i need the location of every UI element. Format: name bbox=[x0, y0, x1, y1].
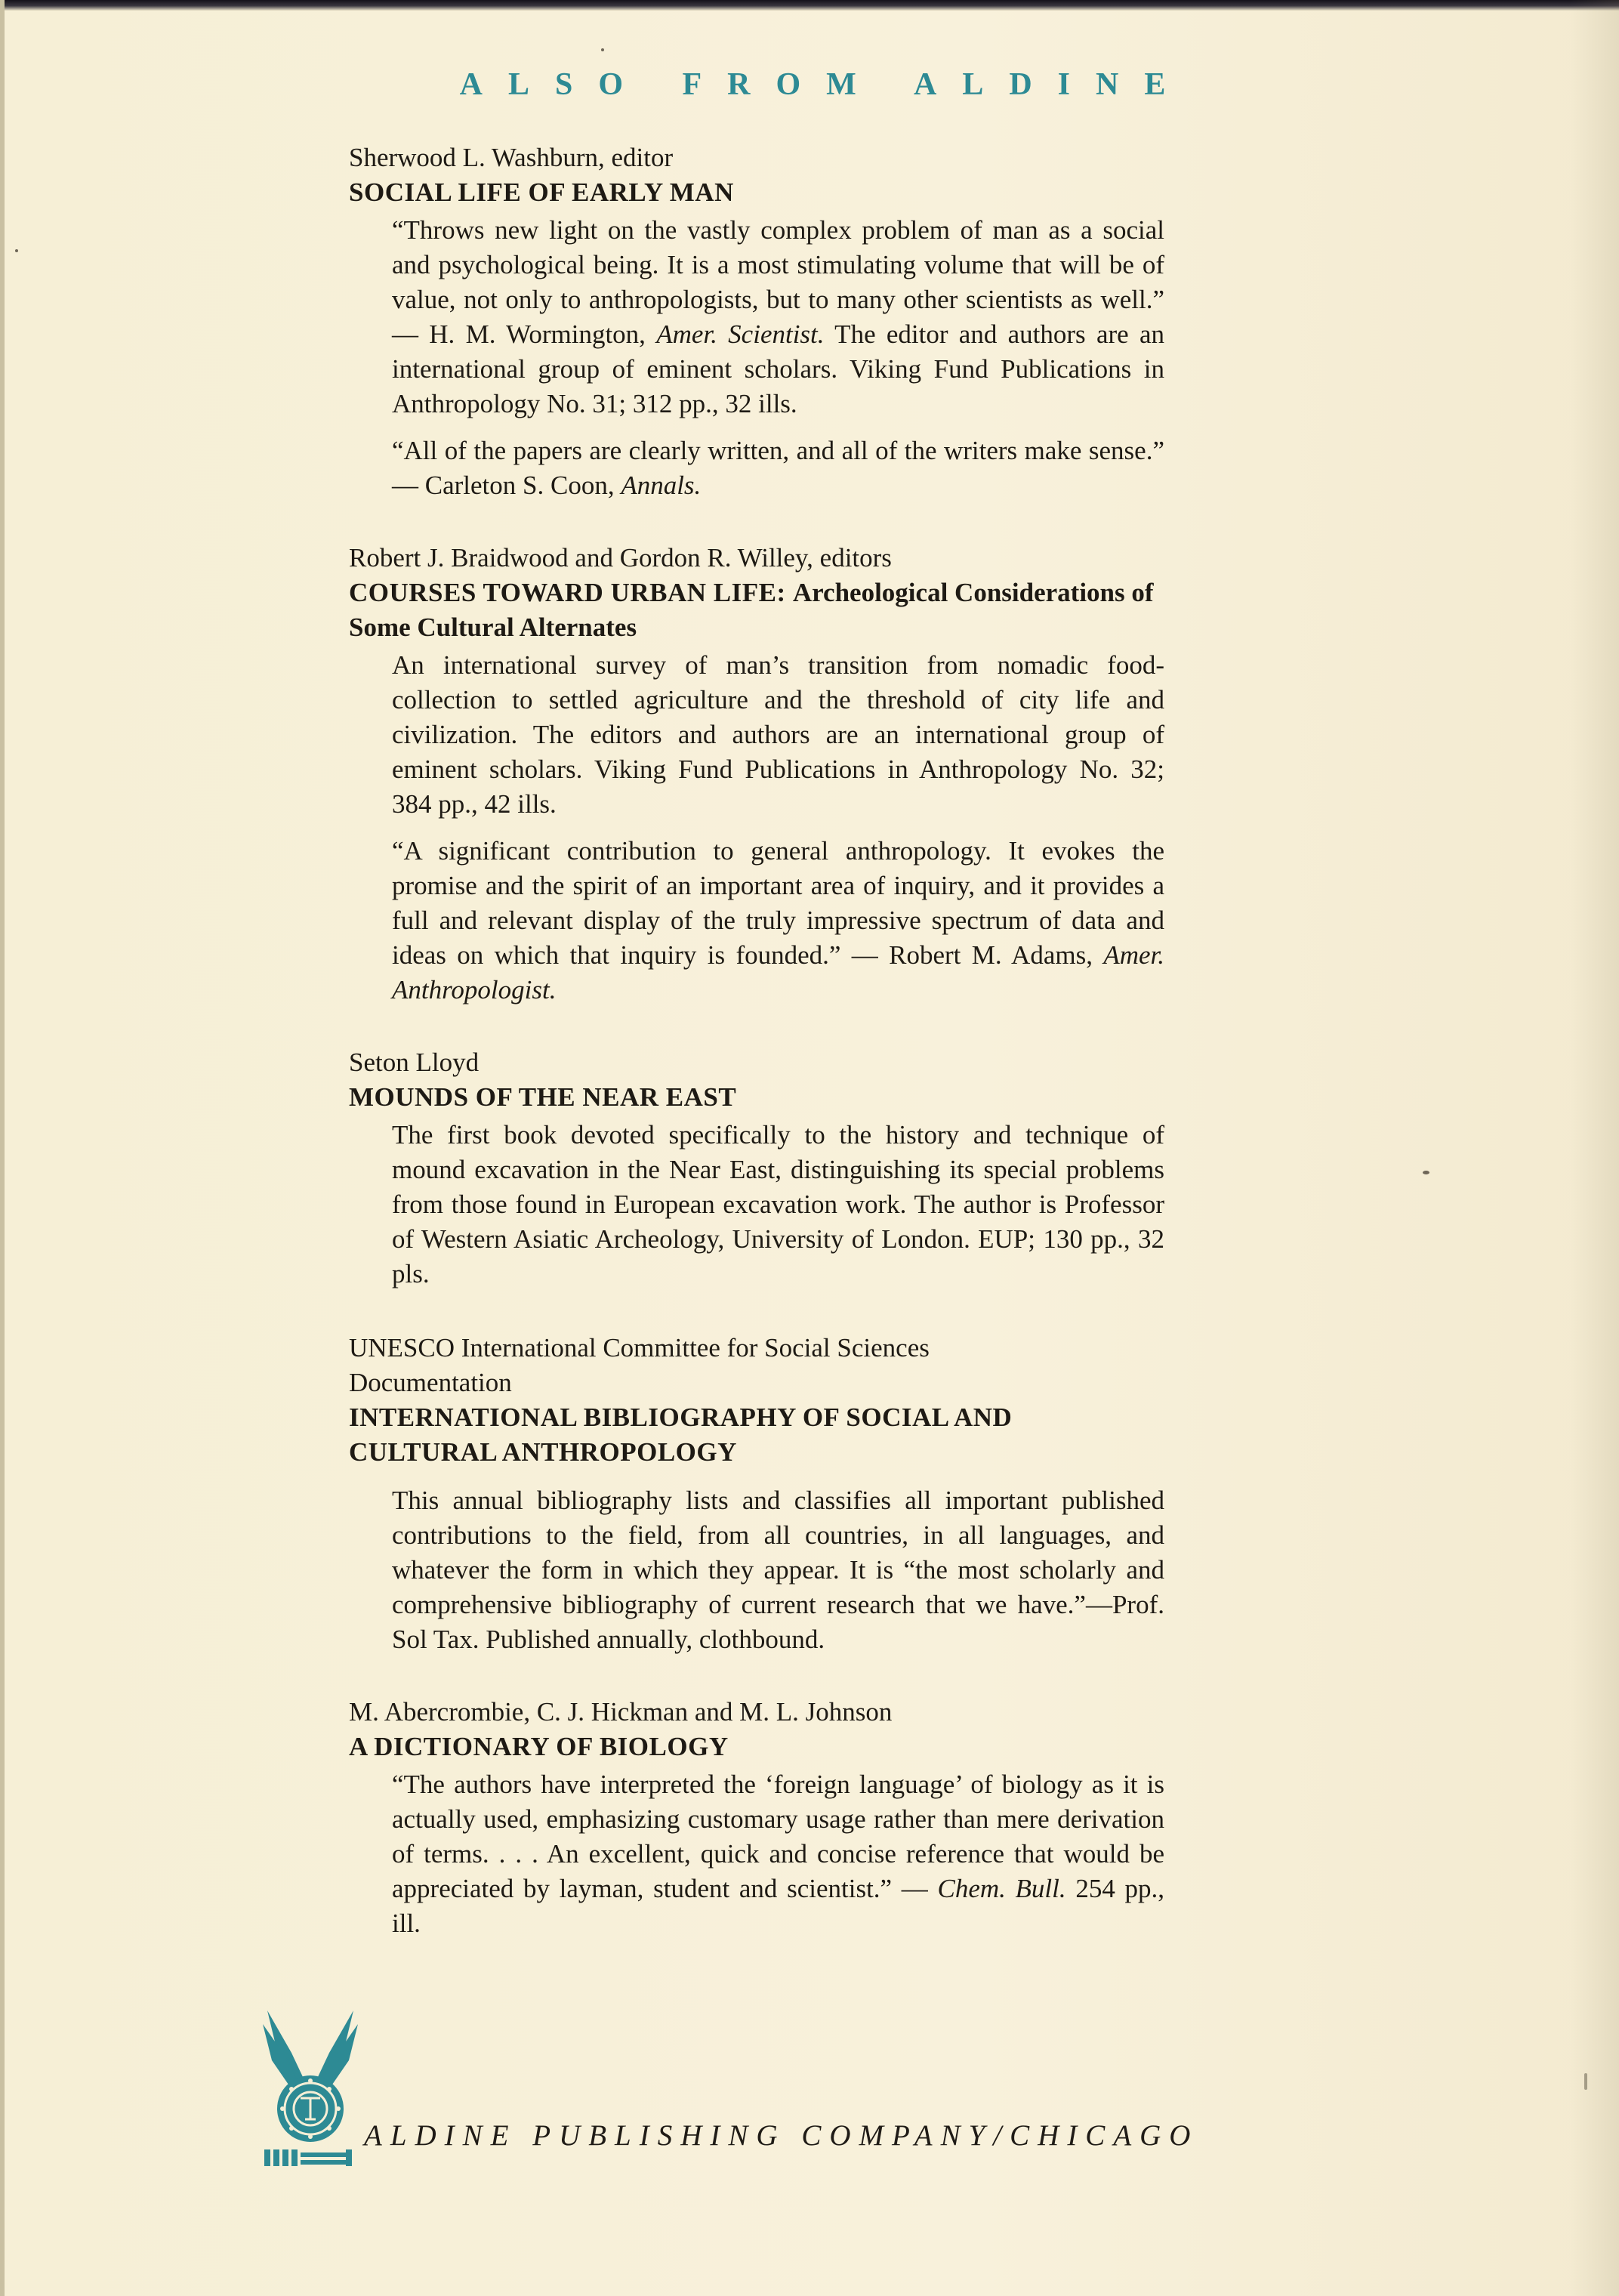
description-citation: Amer. Scientist. bbox=[656, 319, 825, 349]
book-entry bbox=[349, 1331, 1164, 1657]
book-title bbox=[349, 175, 1164, 210]
book-title bbox=[349, 1400, 1134, 1470]
description-text: The editor and authors are an international group of eminent scholars. Viking Fund Publications in Anthropology No. 31; 312 pp., 32 ills. bbox=[392, 319, 1164, 418]
book-review-quote bbox=[392, 834, 1164, 1008]
description-text: An international survey of man’s transition from nomadic food-collection to settled agriculture and the threshold of city life and civilization. The editors and authors are an international group of eminent scholars. Viking Fund Publications in Anthropology No. 32; 384 pp., 42 ills. bbox=[392, 650, 1164, 819]
quote-citation: Chem. Bull. bbox=[937, 1874, 1066, 1903]
book-description bbox=[392, 1118, 1164, 1292]
book-description bbox=[392, 1483, 1164, 1657]
book-title bbox=[349, 1730, 1164, 1764]
book-title-main: SOCIAL LIFE OF EARLY MAN bbox=[349, 177, 734, 207]
book-title-main: A DICTIONARY OF BIOLOGY bbox=[349, 1732, 729, 1761]
book-entry bbox=[349, 541, 1164, 1008]
book-author: Robert J. Braidwood and Gordon R. Willey, editors bbox=[349, 543, 892, 572]
book-title bbox=[349, 1080, 1164, 1115]
book-author: Seton Lloyd bbox=[349, 1048, 480, 1077]
book-author: M. Abercrombie, C. J. Hickman and M. L. Johnson bbox=[349, 1697, 893, 1727]
book-subtitle: Archeological Considerations of Some Cultural Alternates bbox=[349, 578, 1154, 642]
description-text: “Throws new light on the vastly complex problem of man as a social and psychological being. It is a most stimulating volume that will be of value, not only to anthropologists, but to many other scientists as well.” — H. M. Wormington, bbox=[392, 215, 1164, 349]
top-edge bbox=[5, 0, 1619, 11]
right-edge-shadow bbox=[1571, 0, 1619, 2296]
paper-speck bbox=[1423, 1171, 1429, 1174]
book-entry bbox=[349, 1695, 1164, 1941]
paper-speck bbox=[1584, 2073, 1587, 2090]
quote-text: “All of the papers are clearly written, and all of the writers make sense.” — Carleton S. Coon, bbox=[392, 436, 1164, 500]
description-text: The first book devoted specifically to the history and technique of mound excavation in the Near East, distinguishing its special problems from those found in European excavation work. The author is Professor of Western Asiatic Archeology, University of London. EUP; 130 pp., 32 pls. bbox=[392, 1120, 1164, 1288]
book-author: UNESCO International Committee for Social Sciences Documentation bbox=[349, 1333, 930, 1397]
quote-text: 254 pp., ill. bbox=[392, 1874, 1165, 1938]
description-text: This annual bibliography lists and classifies all important published contributions to the field, from all countries, in all languages, and whatever the form in which they appear. It is “the most scholarly and comprehensive bibliography of current research that we have.”—Prof. Sol Tax. Published annually, clothbound. bbox=[392, 1486, 1164, 1654]
aldine-winged-logo-icon bbox=[261, 2009, 359, 2168]
book-author: Sherwood L. Washburn, editor bbox=[349, 143, 674, 172]
page-heading: ALSO FROM ALDINE bbox=[459, 67, 1192, 102]
publisher-imprint: ALDINE PUBLISHING COMPANY/CHICAGO bbox=[364, 2119, 1199, 2152]
book-list bbox=[349, 140, 1164, 1971]
book-description bbox=[392, 648, 1164, 822]
book-title-main: MOUNDS OF THE NEAR EAST bbox=[349, 1082, 737, 1112]
book-title-main: COURSES TOWARD URBAN LIFE: bbox=[349, 578, 793, 607]
quote-text: “A significant contribution to general anthropology. It evokes the promise and the spirit of an important area of inquiry, and it provides a full and relevant display of the truly impressive spectrum of data and ideas on which that inquiry is founded.” — Robert M. Adams, bbox=[392, 836, 1164, 970]
book-description bbox=[392, 213, 1164, 421]
book-review-quote bbox=[392, 1767, 1164, 1941]
book-title-main: INTERNATIONAL BIBLIOGRAPHY OF SOCIAL AND CULTURAL ANTHROPOLOGY bbox=[349, 1403, 1013, 1467]
quote-text: “The authors have interpreted the ‘foreign language’ of biology as it is actually used, emphasizing customary usage rather than mere derivation of terms. . . . An excellent, quick and concise reference that would be appreciated by layman, student and scientist.” — bbox=[392, 1770, 1164, 1903]
paper-speck bbox=[601, 48, 604, 51]
quote-citation: Amer. Anthropologist. bbox=[392, 940, 1164, 1004]
book-review-quote bbox=[392, 434, 1164, 503]
paper-speck bbox=[15, 249, 18, 252]
book-title bbox=[349, 576, 1164, 645]
book-entry bbox=[349, 1045, 1164, 1292]
quote-citation: Annals. bbox=[621, 471, 702, 500]
book-entry bbox=[349, 140, 1164, 503]
